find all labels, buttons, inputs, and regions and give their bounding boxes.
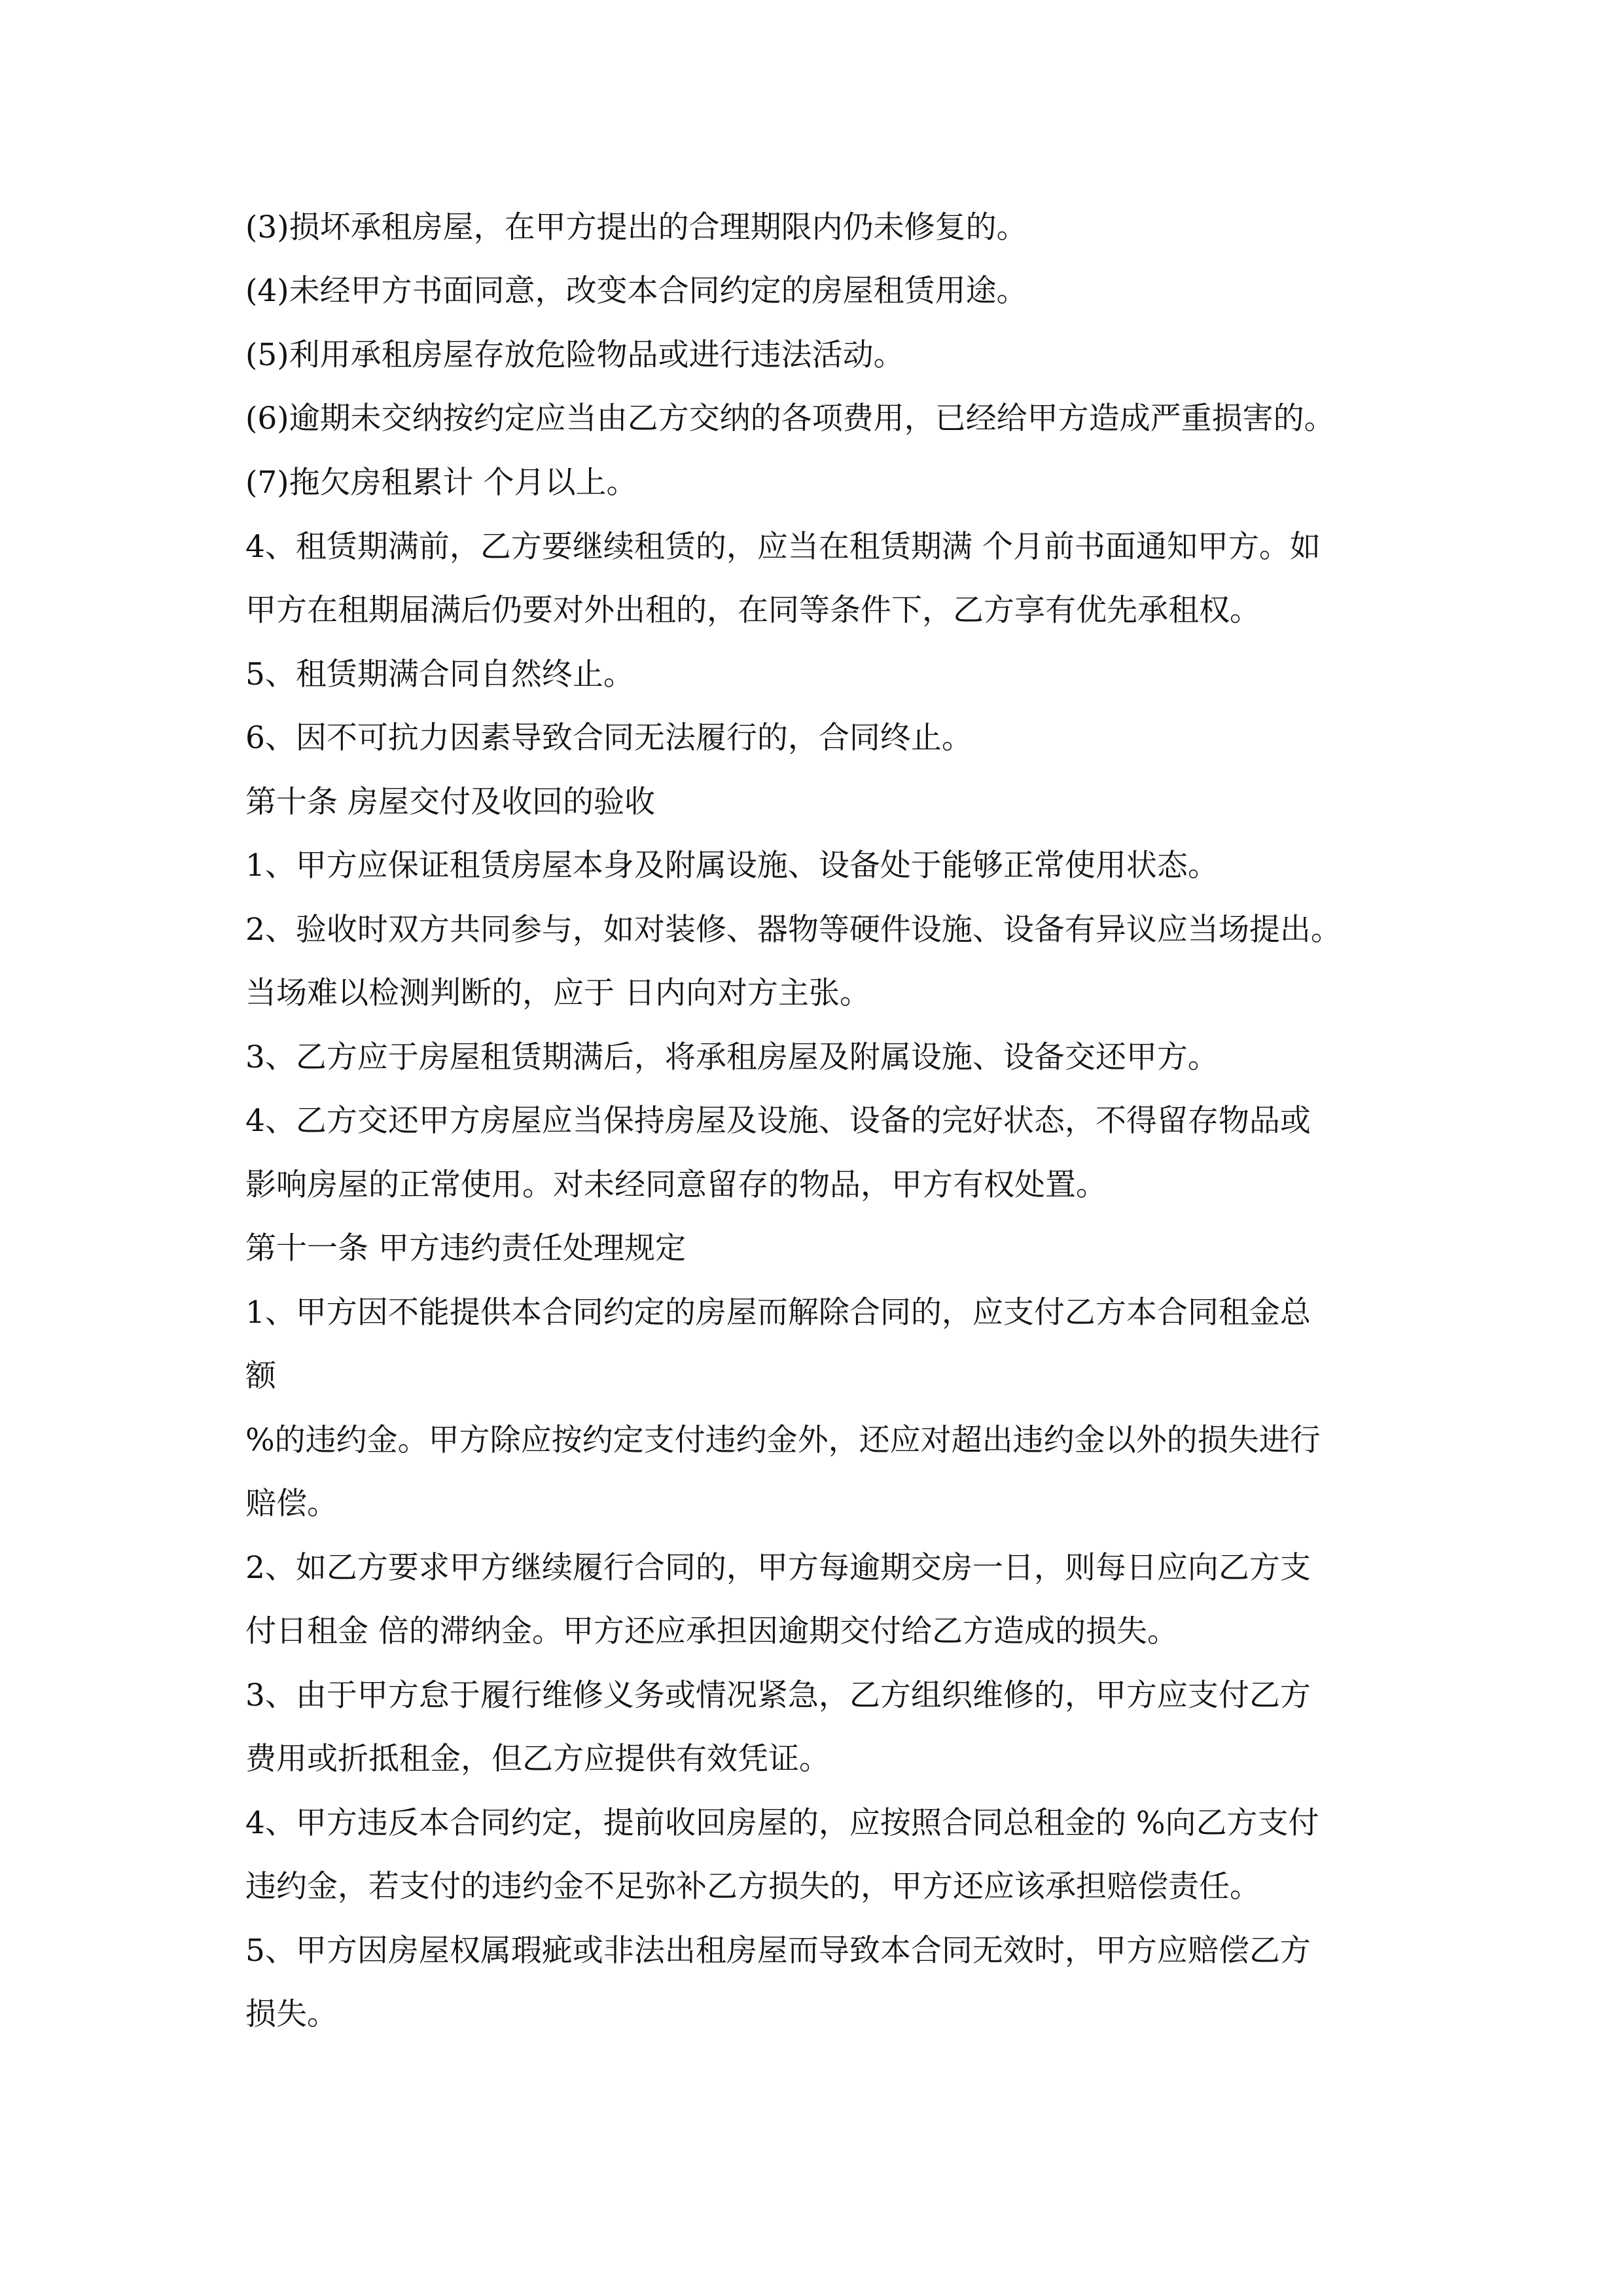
text-line: 5、租赁期满合同自然终止。 bbox=[245, 656, 634, 692]
text-line: 5、甲方因房屋权属瑕疵或非法出租房屋而导致本合同无效时，甲方应赔偿乙方 bbox=[245, 1933, 1311, 1969]
text-line: 4、甲方违反本合同约定，提前收回房屋的，应按照合同总租金的 %向乙方支付 bbox=[245, 1805, 1319, 1841]
text-line: (5)利用承租房屋存放危险物品或进行违法活动。 bbox=[245, 337, 904, 373]
text-line: 6、因不可抗力因素导致合同无法履行的，合同终止。 bbox=[245, 720, 972, 756]
text-line: 违约金，若支付的违约金不足弥补乙方损失的，甲方还应该承担赔偿责任。 bbox=[245, 1869, 1260, 1905]
text-line: %的违约金。甲方除应按约定支付违约金外，还应对超出违约金以外的损失进行 bbox=[245, 1422, 1321, 1458]
section-heading: 第十条 房屋交付及收回的验收 bbox=[245, 784, 655, 820]
text-line: 费用或折抵租金，但乙方应提供有效凭证。 bbox=[245, 1741, 830, 1777]
text-line: 额 bbox=[245, 1358, 276, 1394]
text-line: 赔偿。 bbox=[245, 1486, 338, 1522]
text-line: 3、乙方应于房屋租赁期满后，将承租房屋及附属设施、设备交还甲方。 bbox=[245, 1039, 1219, 1075]
text-line: (6)逾期未交纳按约定应当由乙方交纳的各项费用，已经给甲方造成严重损害的。 bbox=[245, 401, 1335, 437]
text-line: (7)拖欠房租累计 个月以上。 bbox=[245, 465, 637, 501]
text-line: (3)损坏承租房屋，在甲方提出的合理期限内仍未修复的。 bbox=[245, 209, 1027, 245]
text-line: 影响房屋的正常使用。对未经同意留存的物品，甲方有权处置。 bbox=[245, 1167, 1107, 1203]
text-line: 1、甲方应保证租赁房屋本身及附属设施、设备处于能够正常使用状态。 bbox=[245, 848, 1219, 884]
text-line: 4、租赁期满前，乙方要继续租赁的，应当在租赁期满 个月前书面通知甲方。如 bbox=[245, 529, 1321, 565]
text-line: (4)未经甲方书面同意，改变本合同约定的房屋租赁用途。 bbox=[245, 273, 1027, 309]
text-line: 当场难以检测判断的，应于 日内向对方主张。 bbox=[245, 975, 870, 1011]
section-heading: 第十一条 甲方违约责任处理规定 bbox=[245, 1230, 686, 1266]
text-line: 1、甲方因不能提供本合同约定的房屋而解除合同的，应支付乙方本合同租金总 bbox=[245, 1295, 1311, 1331]
text-line: 2、验收时双方共同参与，如对装修、器物等硬件设施、设备有异议应当场提出。 bbox=[245, 912, 1342, 948]
text-line: 4、乙方交还甲方房屋应当保持房屋及设施、设备的完好状态，不得留存物品或 bbox=[245, 1103, 1311, 1139]
text-line: 付日租金 倍的滞纳金。甲方还应承担因逾期交付给乙方造成的损失。 bbox=[245, 1613, 1178, 1649]
text-line: 3、由于甲方怠于履行维修义务或情况紧急，乙方组织维修的，甲方应支付乙方 bbox=[245, 1677, 1311, 1713]
text-line: 2、如乙方要求甲方继续履行合同的，甲方每逾期交房一日，则每日应向乙方支 bbox=[245, 1550, 1311, 1586]
text-line: 损失。 bbox=[245, 1996, 338, 2032]
text-line: 甲方在租期届满后仍要对外出租的，在同等条件下，乙方享有优先承租权。 bbox=[245, 592, 1260, 628]
